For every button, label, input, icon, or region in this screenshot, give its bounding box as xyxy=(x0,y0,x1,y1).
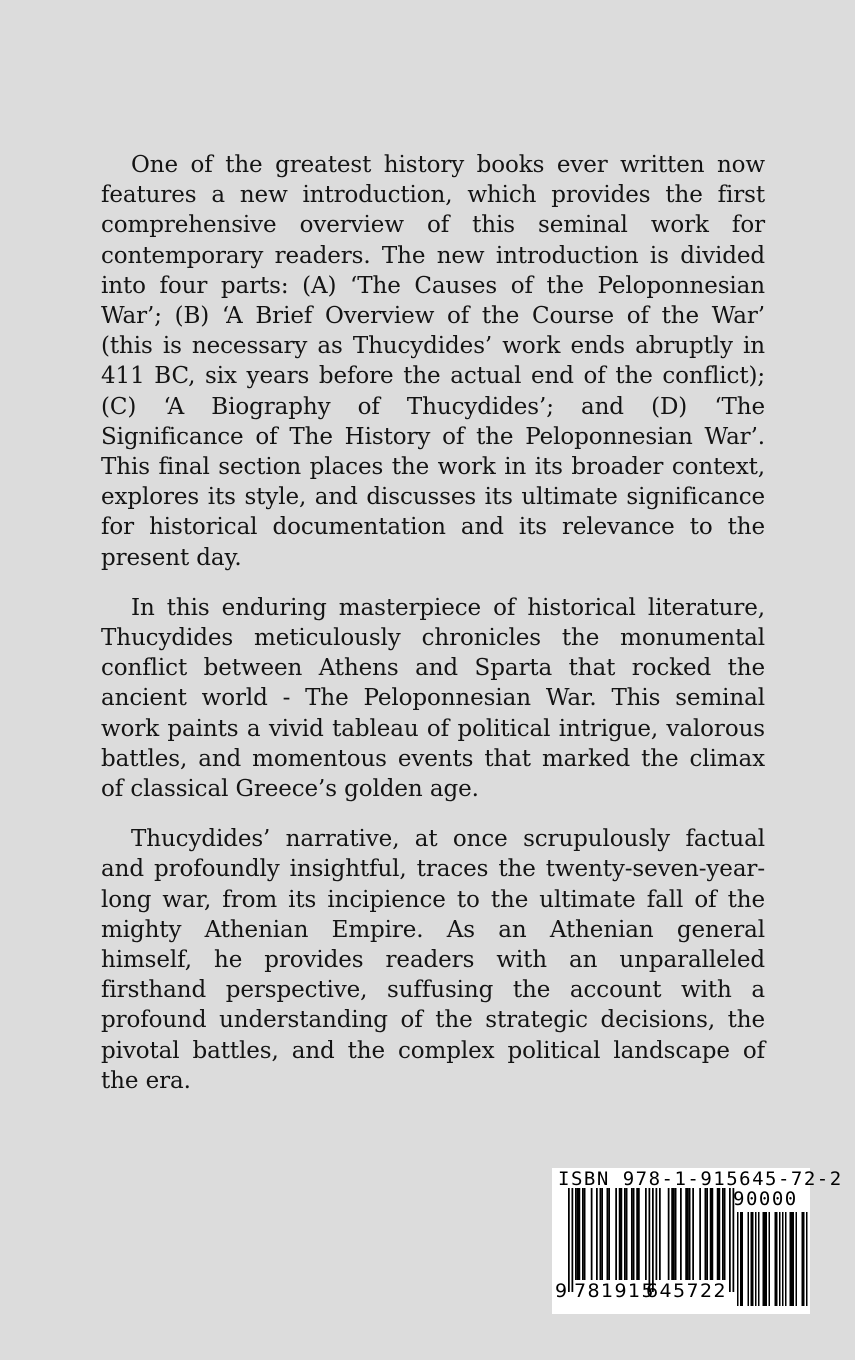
addon-bar xyxy=(791,1212,793,1306)
addon-bar xyxy=(769,1212,771,1306)
barcode-bar xyxy=(692,1188,694,1280)
barcode-bar xyxy=(680,1188,682,1280)
addon-bar xyxy=(790,1212,792,1306)
barcode-bar xyxy=(638,1188,640,1280)
barcode-bar xyxy=(724,1188,726,1280)
addon-bar xyxy=(779,1212,781,1306)
barcode-bar xyxy=(621,1188,623,1280)
barcode-bar xyxy=(615,1188,617,1280)
barcode-bar xyxy=(633,1188,635,1280)
barcode-guard-bar xyxy=(572,1188,574,1292)
blurb-paragraph-1: One of the greatest history books ever written now features a new introduction, which provides the first comprehensive overview of this seminal work for contemporary readers. The new introduction is divided into four parts: (A) ‘The Causes of the Peloponnesian War’; (B) ‘A Brief Overview of the Course of the War’ (this is necessary as Thucydides’ work ends abruptly in 411 BC, six years before the actual end of the conflict); (C) ‘A Biography of Thucydides’; and (D) ‘The Significance of The History of the Peloponnesian War’. This final section places the work in its broader context, explores its style, and discusses its ultimate significance for historical documentation and its relevance to the present day. xyxy=(101,152,765,571)
addon-bar xyxy=(751,1212,753,1306)
barcode-bar xyxy=(706,1188,708,1280)
barcode-bar xyxy=(687,1188,689,1280)
barcode-bar xyxy=(710,1188,712,1280)
barcode-bar xyxy=(675,1188,677,1280)
addon-bar xyxy=(763,1212,765,1306)
barcode-bar xyxy=(631,1188,633,1280)
barcode-bar xyxy=(607,1188,609,1280)
barcode-bar xyxy=(619,1188,621,1280)
addon-bar xyxy=(793,1212,795,1306)
addon-bar xyxy=(748,1212,750,1306)
barcode-bar xyxy=(601,1188,603,1280)
addon-bar xyxy=(740,1212,742,1306)
barcode-bar xyxy=(582,1188,584,1280)
addon-bar xyxy=(802,1212,804,1306)
barcode-bar xyxy=(722,1188,724,1280)
addon-bar xyxy=(752,1212,754,1306)
barcode-bar xyxy=(712,1188,714,1280)
barcode-bar xyxy=(699,1188,701,1280)
barcode-bar xyxy=(673,1188,675,1280)
addon-bar xyxy=(764,1212,766,1306)
isbn-barcode xyxy=(552,1168,843,1314)
barcode-bar xyxy=(584,1188,586,1280)
barcode-bar xyxy=(645,1188,647,1280)
barcode-bar xyxy=(579,1188,581,1280)
addon-bar xyxy=(796,1212,798,1306)
addon-bar xyxy=(737,1212,739,1306)
barcode-bar xyxy=(659,1188,661,1280)
barcode-bar xyxy=(596,1188,598,1280)
barcode-guard-bar xyxy=(649,1188,651,1292)
barcode-bar xyxy=(656,1188,658,1280)
barcode-bar xyxy=(600,1188,602,1280)
barcode-bar xyxy=(671,1188,673,1280)
addon-bar xyxy=(803,1212,805,1306)
barcode-bar xyxy=(577,1188,579,1280)
barcode-guard-bar xyxy=(729,1188,731,1292)
barcode-bar xyxy=(624,1188,626,1280)
barcode-bar xyxy=(685,1188,687,1280)
barcode-bar xyxy=(705,1188,707,1280)
addon-bar xyxy=(758,1212,760,1306)
barcode-bar xyxy=(719,1188,721,1280)
addon-bar xyxy=(742,1212,744,1306)
ean-right-digits: 645722 xyxy=(646,1280,727,1302)
barcode-bar xyxy=(591,1188,593,1280)
barcode-bar xyxy=(608,1188,610,1280)
barcode-bar xyxy=(689,1188,691,1280)
ean-first-digit: 9 xyxy=(555,1280,568,1302)
addon-bar xyxy=(775,1212,777,1306)
addon-bar xyxy=(766,1212,768,1306)
addon-bar xyxy=(782,1212,784,1306)
addon-bar xyxy=(776,1212,778,1306)
price-code-label: 90000 xyxy=(733,1188,798,1210)
barcode-bar xyxy=(717,1188,719,1280)
barcode-bar xyxy=(636,1188,638,1280)
blurb-paragraph-3: Thucydides’ narrative, at once scrupulously factual and profoundly insightful, traces the twenty-seven-year-long war, from its incipience to the ultimate fall of the mighty Athenian Empire. As an Athenian general himself, he provides readers with an unparalleled firsthand perspective, suffusing the account with a profound understanding of the strategic decisions, the pivotal battles, and the complex political landscape of the era. xyxy=(101,826,765,1094)
barcode-guard-bar xyxy=(652,1188,654,1292)
barcode-guard-bar xyxy=(568,1188,570,1292)
ean-left-digits: 781915 xyxy=(574,1280,655,1302)
addon-bar xyxy=(806,1212,808,1306)
addon-bar xyxy=(755,1212,757,1306)
barcode-bar xyxy=(668,1188,670,1280)
isbn-label: ISBN 978-1-915645-72-2 xyxy=(558,1168,843,1190)
barcode-bar xyxy=(626,1188,628,1280)
blurb-paragraph-2: In this enduring masterpiece of historical literature, Thucydides meticulously chronicles the monumental conflict between Athens and Sparta that rocked the ancient world - The Peloponnesian War. This seminal work paints a vivid tableau of political intrigue, valorous battles, and momentous events that marked the climax of classical Greece’s golden age. xyxy=(101,594,765,803)
addon-bar xyxy=(785,1212,787,1306)
back-cover-blurb xyxy=(101,150,765,1116)
barcode-bar xyxy=(575,1188,577,1280)
